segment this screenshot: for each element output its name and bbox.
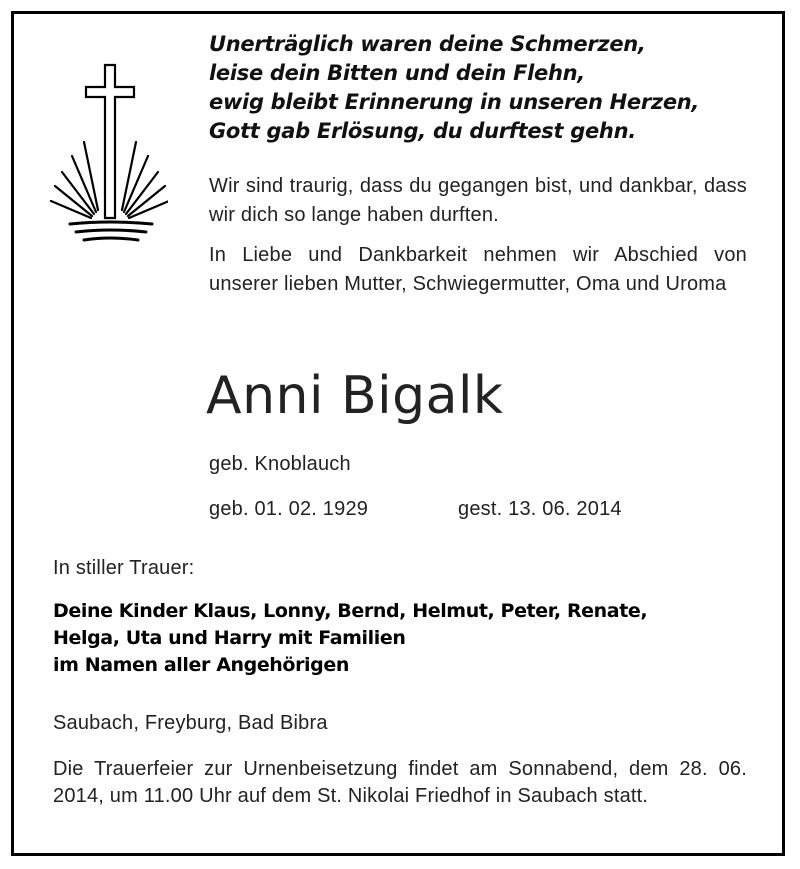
ceremony-notice: Die Trauerfeier zur Urnenbeisetzung findet am Sonnabend, dem 28. 06. 2014, um 11.00 Uhr auf dem St. Nikolai Friedhof in Saubach statt. [53,758,747,807]
birth-date: geb. 01. 02. 1929 [209,498,369,520]
deceased-name: Anni Bigalk [206,366,504,426]
intro-paragraph-2: In Liebe und Dankbarkeit nehmen wir Abschied von unserer lieben Mutter, Schwiegermutter, Oma und Uroma [209,244,747,295]
mourners-line: Helga, Uta und Harry mit Familien [53,627,406,649]
life-dates [209,496,679,522]
poem-line: ewig bleibt Erinnerung in unseren Herzen, [209,90,700,114]
places: Saubach, Freyburg, Bad Bibra [53,712,328,734]
maiden-name: geb. Knoblauch [209,453,351,475]
mourners-line: Deine Kinder Klaus, Lonny, Bernd, Helmut, Peter, Renate, [53,600,648,622]
intro-paragraph-1: Wir sind traurig, dass du gegangen bist, und dankbar, dass wir dich so lange haben durften. [209,175,747,226]
poem [209,30,699,146]
poem-line: Unerträglich waren deine Schmerzen, [209,32,646,56]
death-date: gest. 13. 06. 2014 [458,498,622,520]
cross-sun-icon [48,60,168,250]
mourners-line: im Namen aller Angehörigen [53,654,349,676]
mourners-list [53,598,647,679]
poem-line: Gott gab Erlösung, du durftest gehn. [209,119,636,143]
mourners-heading: In stiller Trauer: [53,557,195,579]
poem-line: leise dein Bitten und dein Flehn, [209,61,585,85]
